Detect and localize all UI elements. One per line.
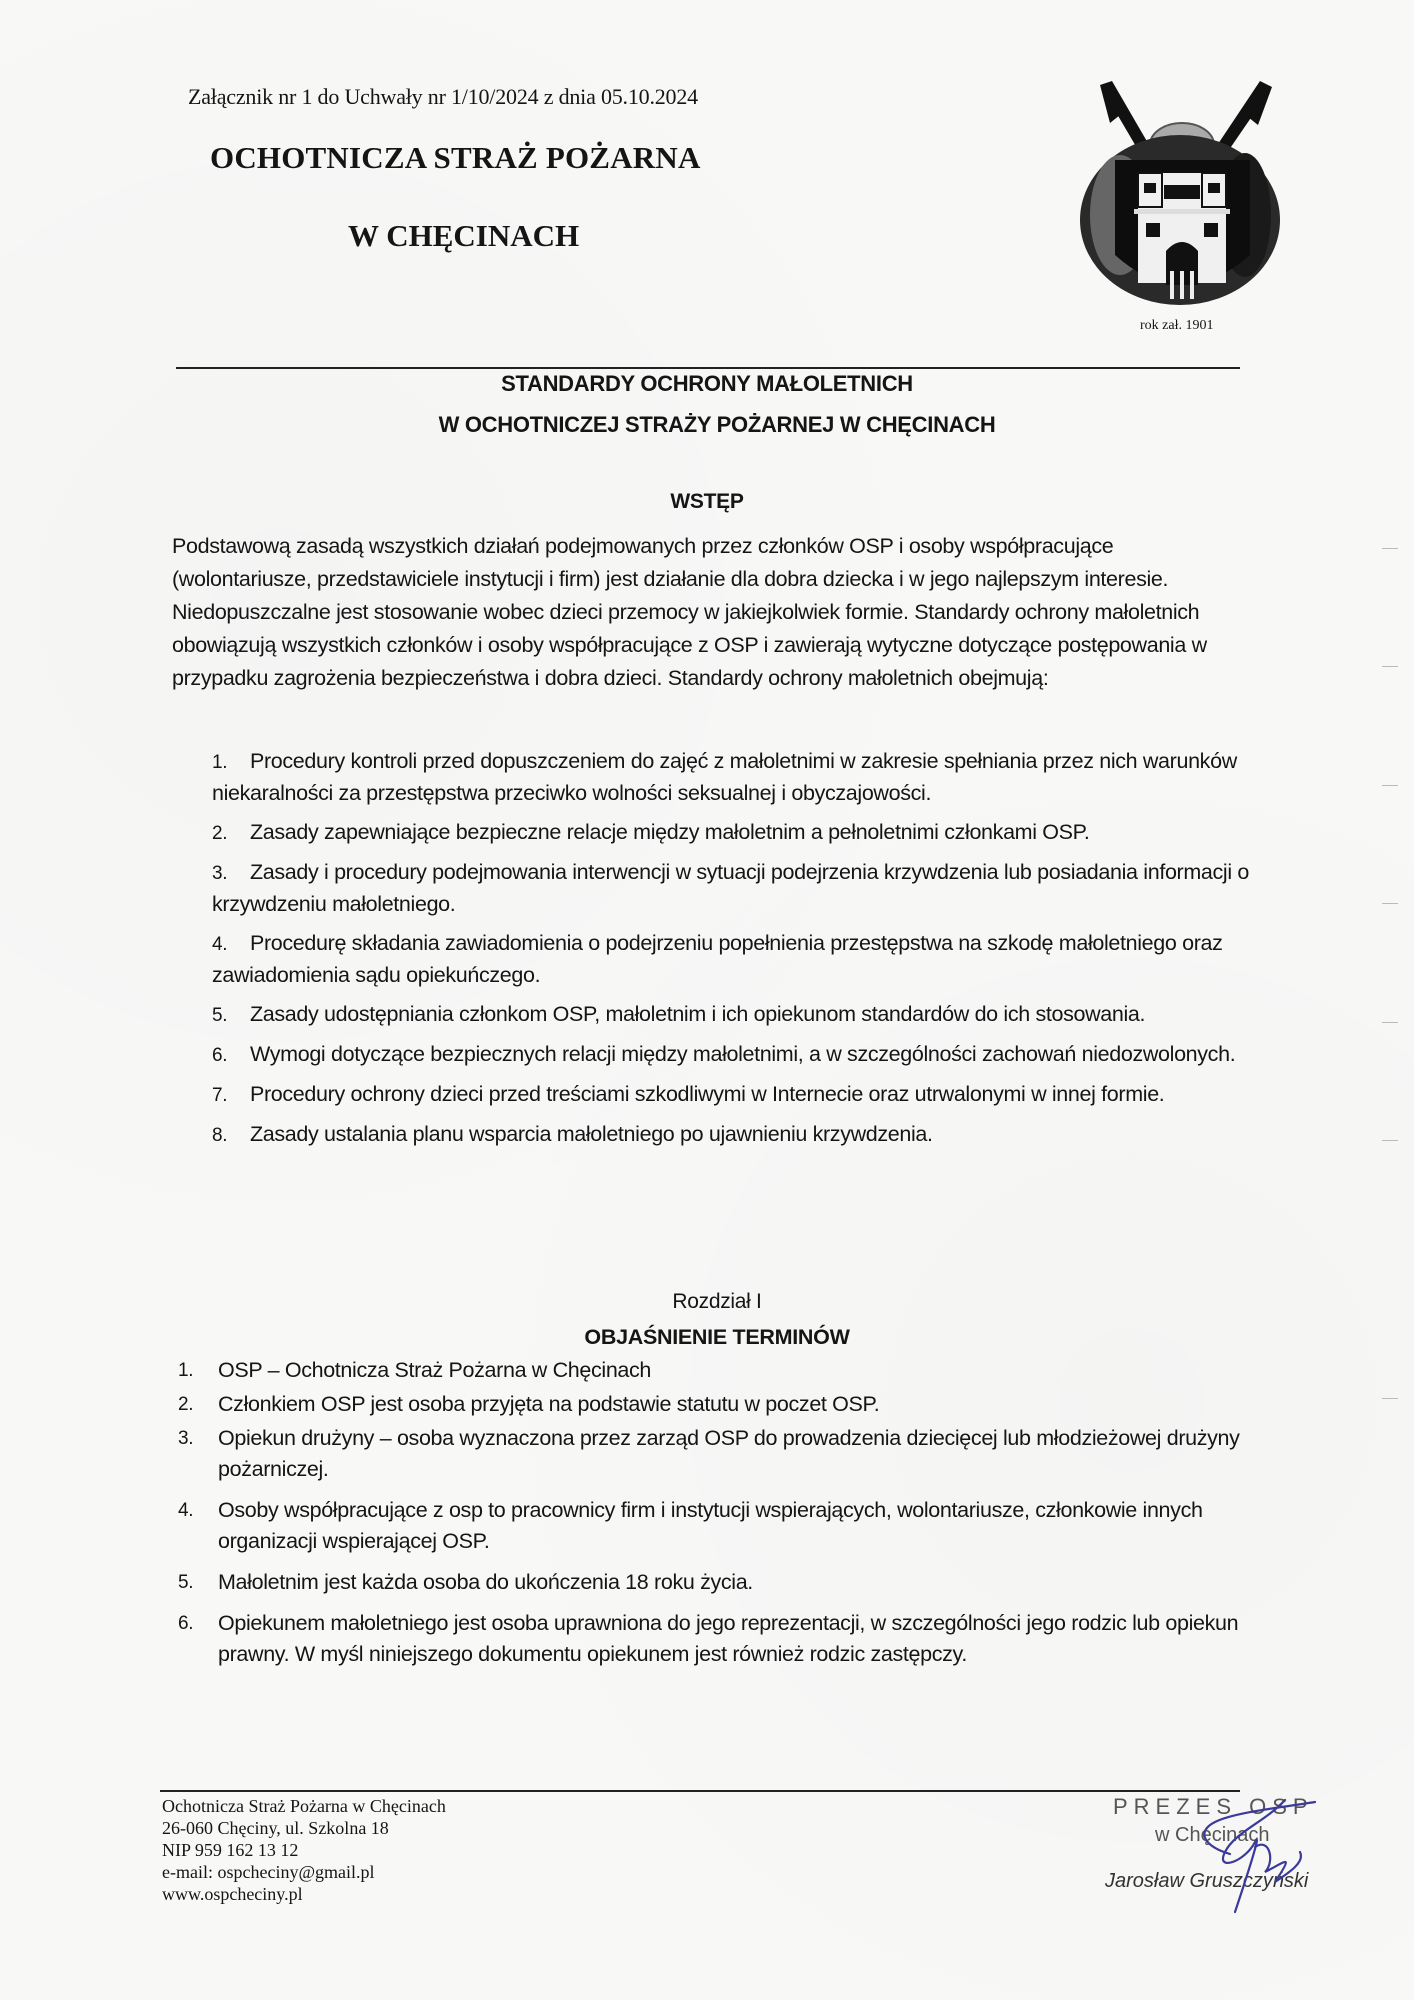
footer-street: 26-060 Chęciny, ul. Szkolna 18 <box>162 1818 389 1838</box>
organization-location: W CHĘCINACH <box>348 218 580 253</box>
list-item: 2. Zasady zapewniające bezpieczne relacje między małoletnim a pełnoletnimi członkami OSP. <box>212 820 1090 844</box>
list-item: 3. Opiekun drużyny – osoba wyznaczona przez zarząd OSP do prowadzenia dziecięcej lub młodzieżowej drużyny pożarniczej. <box>178 1426 1240 1481</box>
footer-divider <box>160 1790 1240 1792</box>
fire-brigade-emblem-icon <box>1060 75 1300 320</box>
founded-caption: rok zał. 1901 <box>1140 318 1214 333</box>
footer-org-name: Ochotnicza Straż Pożarna w Chęcinach <box>162 1796 446 1816</box>
organization-name: OCHOTNICZA STRAŻ POŻARNA <box>210 140 701 175</box>
footer-nip: NIP 959 162 13 12 <box>162 1840 299 1860</box>
president-stamp <box>1105 1792 1345 1922</box>
document-title: STANDARDY OCHRONY MAŁOLETNICH <box>501 371 913 396</box>
scan-edge-mark <box>1382 1022 1398 1023</box>
list-item: 4. Procedurę składania zawiadomienia o podejrzeniu popełnienia przestępstwa na szkodę małoletniego oraz zawiadomienia sądu opiekuńczego. <box>212 931 1223 987</box>
list-item: 2. Członkiem OSP jest osoba przyjęta na podstawie statutu w poczet OSP. <box>178 1392 880 1416</box>
intro-heading: WSTĘP <box>670 490 744 513</box>
list-item: 6. Opiekunem małoletniego jest osoba uprawniona do jego reprezentacji, w szczególności jego rodzic lub opiekun prawny. W myśl niniejszego dokumentu opiekunem jest również rodzic zastępczy. <box>178 1611 1239 1666</box>
list-item: 3. Zasady i procedury podejmowania interwencji w sytuacji podejrzenia krzywdzenia lub posiadania informacji o krzywdzeniu małoletniego. <box>212 860 1250 916</box>
scan-edge-mark <box>1382 785 1398 786</box>
scope-list <box>212 746 1252 1159</box>
list-item: 1. OSP – Ochotnicza Straż Pożarna w Chęcinach <box>178 1358 652 1382</box>
scan-edge-mark <box>1382 903 1398 904</box>
annex-reference: Załącznik nr 1 do Uchwały nr 1/10/2024 z dnia 05.10.2024 <box>188 84 698 109</box>
list-item: 8. Zasady ustalania planu wsparcia małoletniego po ujawnieniu krzywdzenia. <box>212 1122 933 1146</box>
scan-edge-mark <box>1382 666 1398 667</box>
list-item: 4. Osoby współpracujące z osp to pracownicy firm i instytucji wspierających, wolontariusze, członkowie innych organizacji wspierającej OSP. <box>178 1498 1203 1553</box>
header-divider <box>176 367 1240 369</box>
stamp-location: w Chęcinach <box>1155 1824 1270 1846</box>
list-item: 7. Procedury ochrony dzieci przed treściami szkodliwymi w Internecie oraz utrwalonymi w innej formie. <box>212 1082 1165 1106</box>
stamp-title: PREZES OSP <box>1113 1794 1314 1819</box>
list-item: 5. Małoletnim jest każda osoba do ukończenia 18 roku życia. <box>178 1570 753 1594</box>
list-item: 1. Procedury kontroli przed dopuszczeniem do zajęć z małoletnimi w zakresie spełniania przez nich warunków niekaralności za przestępstwa przeciwko wolności seksualnej i obyczajowości. <box>212 749 1237 805</box>
list-item: 6. Wymogi dotyczące bezpiecznych relacji między małoletnimi, a w szczególności zachowań niedozwolonych. <box>212 1042 1236 1066</box>
footer-website[interactable]: www.ospcheciny.pl <box>162 1884 303 1904</box>
chapter-title: OBJAŚNIENIE TERMINÓW <box>584 1325 850 1349</box>
scan-edge-mark <box>1382 548 1398 549</box>
chapter-label: Rozdział I <box>672 1290 762 1313</box>
footer-address <box>162 1795 446 1905</box>
handwritten-signature-icon <box>1175 1792 1325 1922</box>
intro-paragraph: Podstawową zasadą wszystkich działań podejmowanych przez członków OSP i osoby współpracujące (wolontariusze, przedstawiciele instytucji i firm) jest działanie dla dobra dziecka i w jego najlepszym interesie. Niedopuszczalne jest stosowanie wobec dzieci przemocy w jakiejkolwiek formie. Standardy ochrony małoletnich obowiązują wszystkich członków i osoby współpracujące z OSP i zawierają wytyczne dotyczące postępowania w przypadku zagrożenia bezpieczeństwa i dobra dzieci. Standardy ochrony małoletnich obejmują: <box>172 534 1207 690</box>
scan-edge-mark <box>1382 1140 1398 1141</box>
terms-list <box>178 1355 1258 1673</box>
stamp-name: Jarosław Gruszczyński <box>1105 1870 1309 1892</box>
footer-email[interactable]: e-mail: ospcheciny@gmail.pl <box>162 1862 375 1882</box>
list-item: 5. Zasady udostępniania członkom OSP, małoletnim i ich opiekunom standardów do ich stosowania. <box>212 1002 1146 1026</box>
scan-edge-mark <box>1382 1398 1398 1399</box>
document-subtitle: W OCHOTNICZEJ STRAŻY POŻARNEJ W CHĘCINACH <box>438 412 996 437</box>
